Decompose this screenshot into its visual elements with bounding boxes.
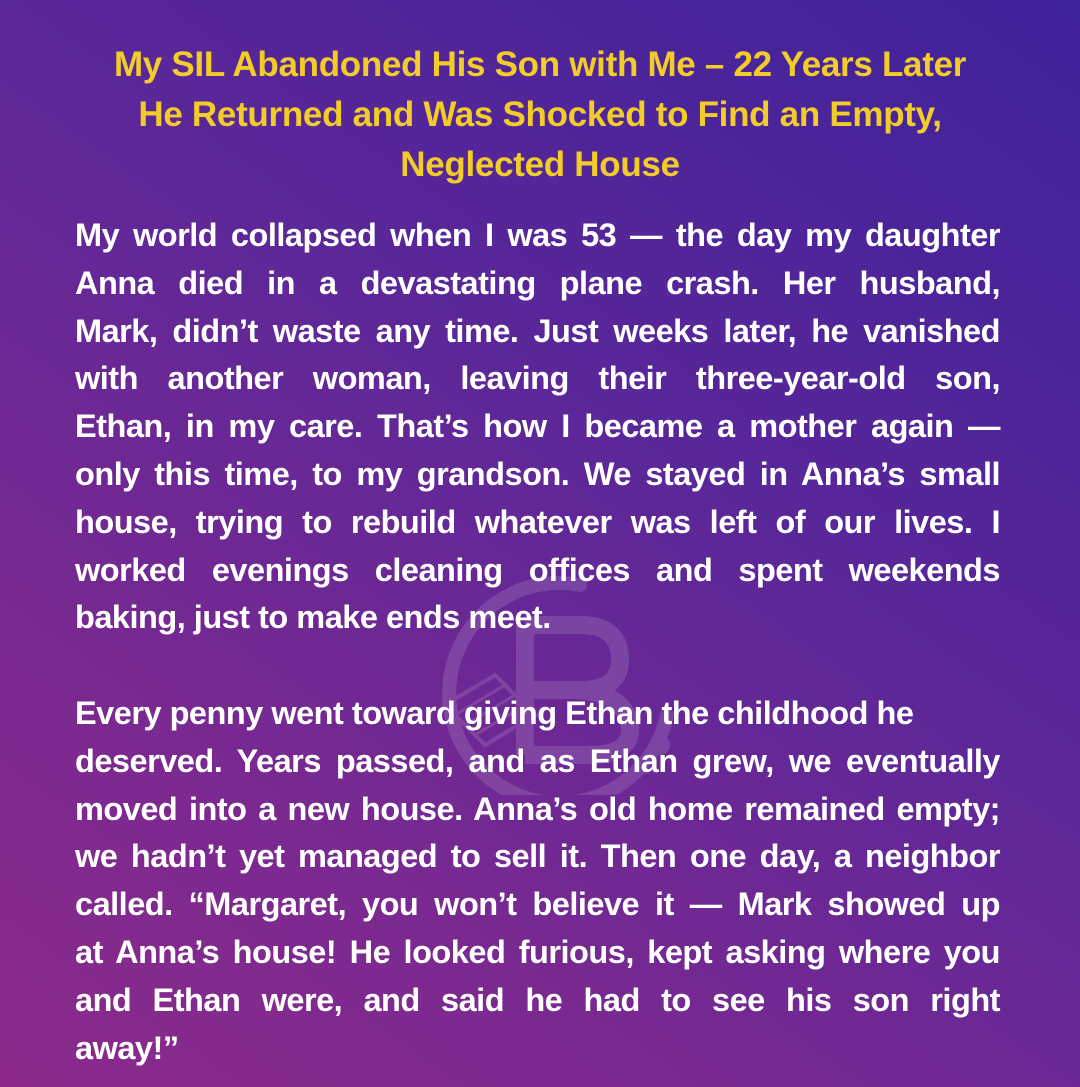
- body-line: worked evenings cleaning offices and spent weekends: [75, 551, 1000, 588]
- body-line: Every penny went toward giving Ethan the childhood he: [75, 694, 914, 731]
- body-line: Mark, didn’t waste any time. Just weeks later, he vanished: [75, 312, 1000, 349]
- body-line: at Anna’s house! He looked furious, kept asking where you: [75, 933, 1000, 970]
- title-line: My SIL Abandoned His Son with Me – 22 Years Later: [113, 45, 967, 84]
- paragraph-gap: [75, 642, 1000, 690]
- body-line: away!”: [75, 1029, 179, 1066]
- body-line: deserved. Years passed, and as Ethan grew, we eventually: [75, 742, 1000, 779]
- body-line: Anna died in a devastating plane crash. Her husband,: [75, 264, 1000, 301]
- title-line: Neglected House: [400, 145, 680, 184]
- body-line: My world collapsed when I was 53 — the day my daughter: [75, 217, 1000, 253]
- body-line: with another woman, leaving their three-year-old son,: [75, 360, 1000, 397]
- body-line: called. “Margaret, you won’t believe it — Mark showed up: [75, 886, 1000, 923]
- article-title: [60, 40, 1020, 190]
- body-line: we hadn’t yet managed to sell it. Then one day, a neighbor: [75, 838, 1000, 875]
- paragraph-1: [75, 212, 1000, 642]
- title-line: He Returned and Was Shocked to Find an Empty,: [138, 95, 942, 134]
- body-line: and Ethan were, and said he had to see his son right: [75, 981, 1000, 1018]
- body-line: house, trying to rebuild whatever was left of our lives. I: [75, 503, 1000, 540]
- paragraph-2: [75, 690, 1000, 1072]
- body-line: Ethan, in my care. That’s how I became a mother again —: [75, 408, 1000, 445]
- story-body: [75, 212, 1000, 1072]
- body-line: only this time, to my grandson. We stayed in Anna’s small: [75, 455, 1000, 492]
- body-line: baking, just to make ends meet.: [75, 599, 551, 636]
- body-line: moved into a new house. Anna’s old home remained empty;: [75, 790, 1000, 827]
